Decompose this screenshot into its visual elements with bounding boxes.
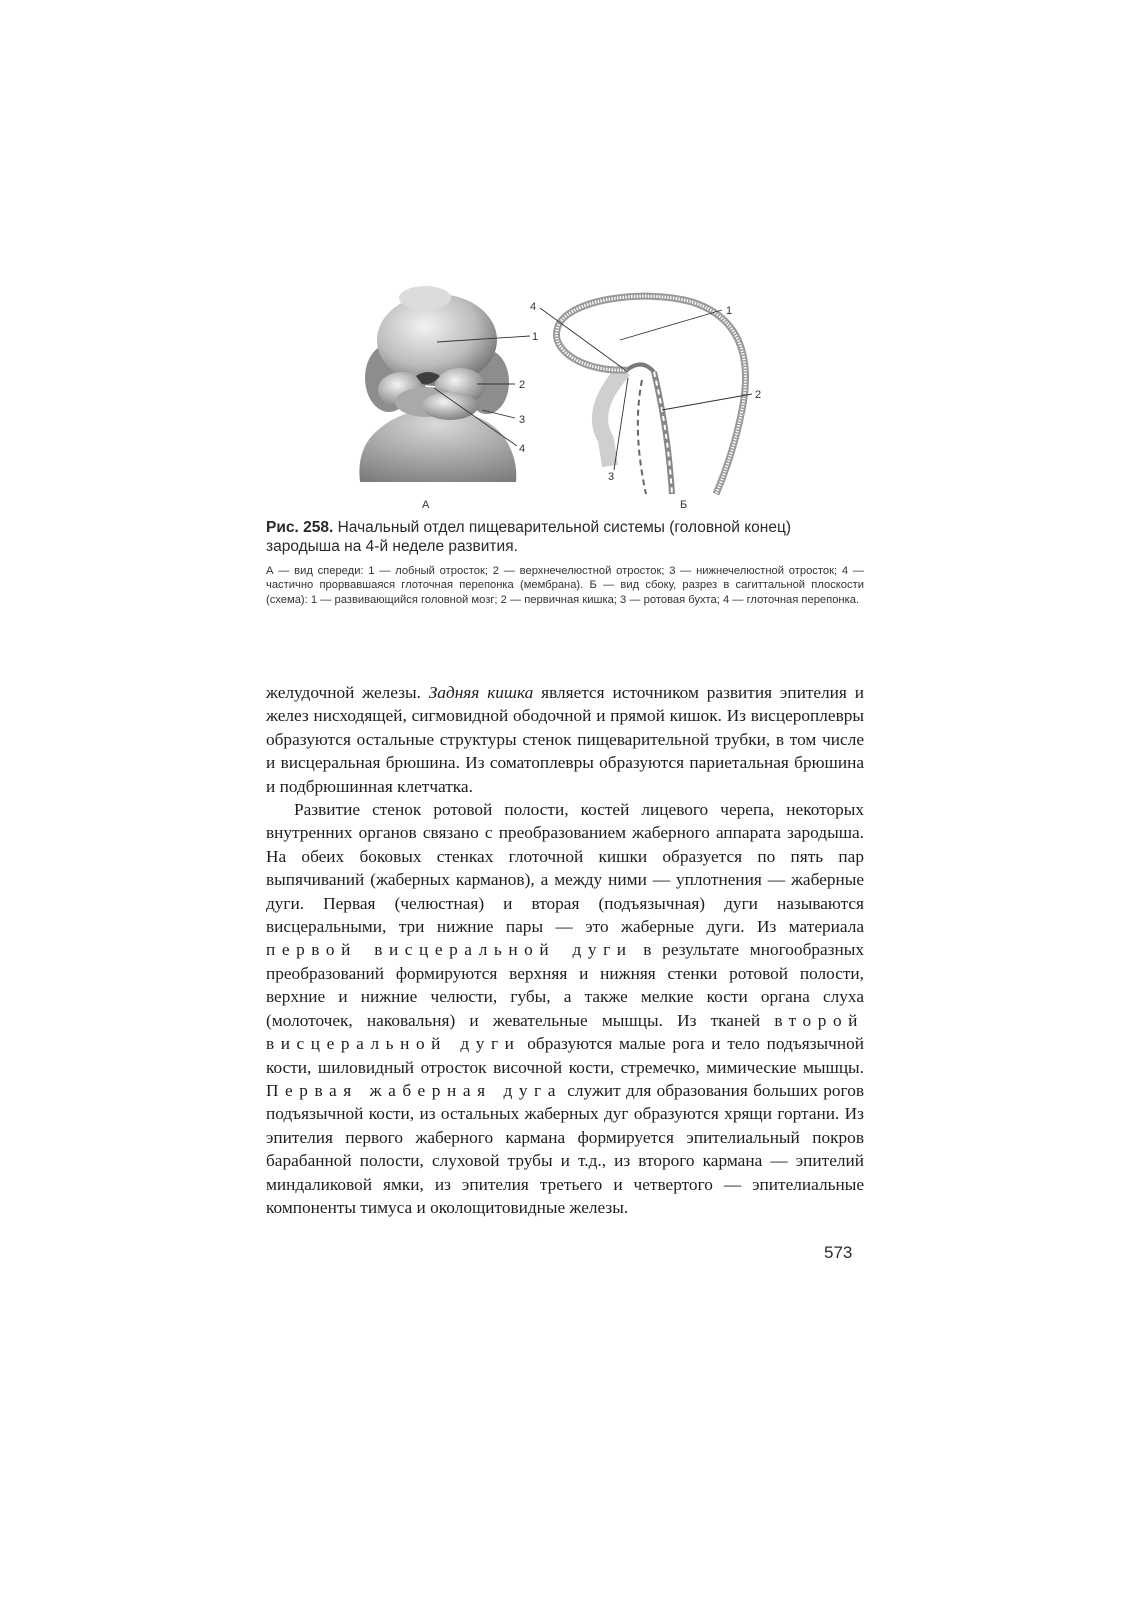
callout-b-1: 1 (726, 305, 733, 317)
term-hindgut: Задняя кишка (428, 683, 534, 702)
embryo-figure (342, 280, 772, 520)
callout-b-3: 3 (608, 471, 615, 483)
figure-caption-description: А — вид спереди: 1 — лобный отросток; 2 — верхнечелюстной отросток; 3 — нижнечелюстной отросток; 4 — частично прорвавшаяся глоточная перепонка (мембрана). Б — вид сбоку, разрез в сагиттальной плоскости (схема): 1 — развивающийся головной мозг; 2 — первичная кишка; 3 — ротовая бухта; 4 — глоточная перепонка. (266, 565, 864, 606)
callout-a-1: 1 (532, 331, 539, 343)
paragraph-1: желудочной железы. Задняя кишка является источником развития эпителия и желез нисходящей, сигмовидной ободочной и прямой кишок. Из висцероплевры образуются остальные структуры стенок пищеварительной трубки, в том числе и висцеральная брюшина. Из соматоплевры образуются париетальная брюшина и подбрюшинная клетчатка. (266, 683, 864, 796)
figure-caption-title (266, 518, 866, 556)
page-number: 573 (824, 1243, 853, 1262)
callout-a-2: 2 (519, 379, 526, 391)
figure-title: Начальный отдел пищеварительной системы (головной конец) зародыша на 4-й неделе развития. (266, 519, 791, 555)
term-first-branchial-arch: Первая жаберная дуга (266, 1080, 562, 1100)
callout-a-3: 3 (519, 414, 526, 426)
callout-a-4: 4 (519, 443, 526, 455)
callout-b-2: 2 (755, 389, 762, 401)
panel-a-label: А (422, 499, 430, 511)
panel-a-drawing (359, 286, 538, 511)
term-first-visceral-arch: первой висцеральной дуги (266, 940, 633, 960)
figure-number: Рис. 258. (266, 519, 334, 536)
panel-b-drawing (540, 296, 752, 494)
callout-b-4: 4 (530, 301, 537, 313)
body-text (266, 681, 864, 1219)
panel-b-label: Б (680, 499, 688, 511)
term-second-visceral-arch: второй висцеральной дуги (266, 1010, 864, 1054)
paragraph-2: Развитие стенок ротовой полости, костей лицевого черепа, некоторых внутренних органов связано с преобразованием жаберного аппарата зародыша. На обеих боковых стенках глоточной кишки образуется по пять пар выпячиваний (жаберных карманов), а между ними — уплотнения — жаберные дуги. Первая (челюстная) и вторая (подъязычная) дуги называются висцеральными, три нижние пары — это жаберные дуги. Из материала первой висцеральной дуги в результате многообразных преобразований формируются верхняя и нижняя стенки ротовой полости, верхние и нижние челюсти, губы, а также мелкие кости органа слуха (молоточек, наковальня) и жевательные мышцы. Из тканей второй висцеральной дуги образуются малые рога и тело подъязычной кости, шиловидный отросток височной кости, стремечко, мимические мышцы. Первая жаберная дуга служит для образования больших рогов подъязычной кости, из остальных жаберных дуг образуются хрящи гортани. Из эпителия первого жаберного кармана формируется эпителиальный покров барабанной полости, слуховой трубы и т.д., из второго кармана — эпителий миндаликовой ямки, из эпителия третьего и четвертого — эпителиальные компоненты тимуса и околощитовидные железы. (266, 800, 865, 1217)
